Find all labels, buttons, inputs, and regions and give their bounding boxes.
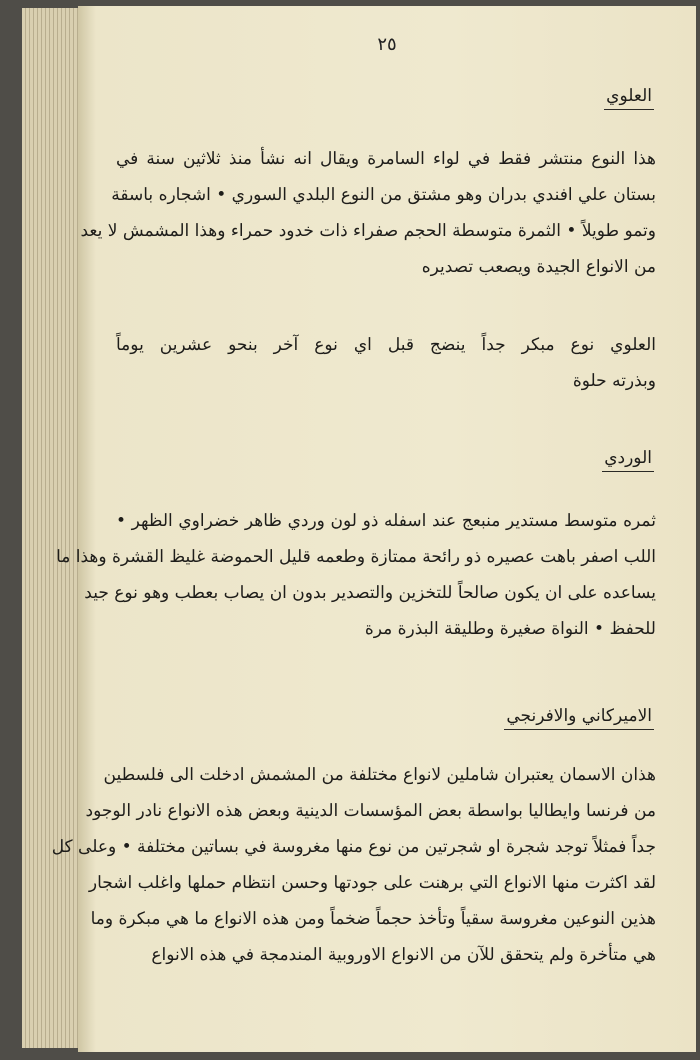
text-line: لقد اكثرت منها الانواع التي برهنت على جودتها وحسن انتظام حملها واغلب اشجار xyxy=(88,873,656,893)
text-line: جداً فمثلاً توجد شجرة او شجرتين من نوع منها مغروسة في بساتين مختلفة • وعلى كل xyxy=(51,837,656,857)
text-line: وبذرته حلوة xyxy=(572,371,656,391)
paragraph xyxy=(80,146,656,290)
text-line: من فرنسا وايطاليا بواسطة بعض المؤسسات الدينية وبعض هذه الانواع نادر الوجود xyxy=(85,801,656,821)
text-line: اللب اصفر باهت عصيره ذو رائحة ممتازة وطعمه قليل الحموضة غليظ القشرة وهذا ما xyxy=(56,547,656,567)
book-page-edges xyxy=(22,8,82,1048)
page-number: ٢٥ xyxy=(377,34,397,55)
text-line: هذان الاسمان يعتبران شاملين لانواع مختلفة من المشمش ادخلت الى فلسطين xyxy=(103,765,656,785)
text-line: ثمره متوسط مستدير منبعج عند اسفله ذو لون وردي ظاهر خضراوي الظهر • xyxy=(116,511,656,531)
text-line: من الانواع الجيدة ويصعب تصديره xyxy=(421,257,656,277)
paragraph xyxy=(51,762,656,978)
page xyxy=(51,6,696,1052)
text-line: وتمو طويلاً • الثمرة متوسطة الحجم صفراء ذات خدود حمراء وهذا المشمش لا يعد xyxy=(80,221,656,241)
text-line: العلوي نوع مبكر جداً ينضج قبل اي نوع آخر بنحو عشرين يوماً xyxy=(116,335,656,355)
text-line: يساعده على ان يكون صالحاً للتخزين والتصدير بدون ان يصاب بعطب وهو نوع جيد xyxy=(84,583,656,603)
text-line: للحفظ • النواة صغيرة وطليقة البذرة مرة xyxy=(364,619,656,639)
text-line: هي متأخرة ولم يتحقق للآن من الانواع الاوروبية المندمجة في هذه الانواع xyxy=(151,945,656,965)
paragraph xyxy=(116,332,656,404)
text-line: بستان علي افندي بدران وهو مشتق من النوع البلدي السوري • اشجاره باسقة xyxy=(111,185,656,205)
text-line: هذا النوع منتشر فقط في لواء السامرة ويقال انه نشأ منذ ثلاثين سنة في xyxy=(116,149,656,169)
section-heading-wardi: الوردي xyxy=(602,448,654,472)
section-heading-alawi: العلوي xyxy=(604,86,654,110)
paragraph xyxy=(56,508,656,652)
text-line: هذين النوعين مغروسة سقياً وتأخذ حجماً ضخماً ومن هذه الانواع ما هي مبكرة وما xyxy=(90,909,656,929)
section-heading-american-frankish: الاميركاني والافرنجي xyxy=(504,706,654,730)
